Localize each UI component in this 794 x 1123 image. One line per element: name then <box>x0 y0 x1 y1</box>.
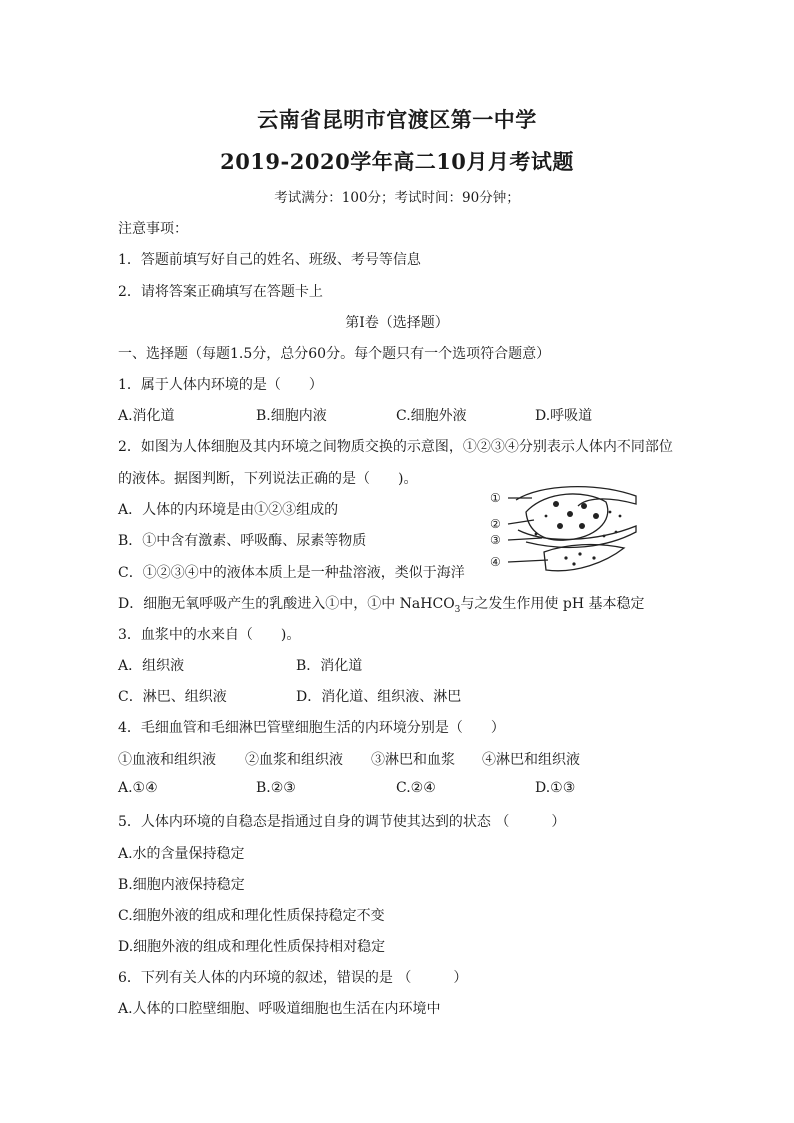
q3-option-a: A．组织液 <box>118 658 185 674</box>
q2-option-a: A．人体的内环境是由①②③组成的 <box>118 502 339 518</box>
exam-title: 2019-2020学年高二10月月考试题 <box>220 149 574 174</box>
diagram-label-3: ③ <box>490 533 501 547</box>
q5-stem: 5．人体内环境的自稳态是指通过自身的调节使其达到的状态 （ ） <box>118 814 566 830</box>
section-instruction: 一、选择题（每题1.5分，总分60分。每个题只有一个选项符合题意） <box>118 346 551 362</box>
q1-option-b: B.细胞内液 <box>256 408 327 424</box>
tissue-fluid-diagram <box>486 482 646 578</box>
q4-item-1: ①血液和组织液 <box>118 752 216 768</box>
q4-item-4: ④淋巴和组织液 <box>482 752 580 768</box>
q4-option-c: C.②④ <box>396 780 436 796</box>
q3-stem: 3．血浆中的水来自（ )。 <box>118 627 301 643</box>
q3-option-c: C．淋巴、组织液 <box>118 689 227 705</box>
q5-option-c: C.细胞外液的组成和理化性质保持稳定不变 <box>118 908 385 924</box>
section-title: 第I卷（选择题） <box>345 315 449 331</box>
q2-option-d-pre: D．细胞无氧呼吸产生的乳酸进入①中，①中 NaHCO <box>118 596 455 612</box>
diagram-label-1: ① <box>490 491 501 505</box>
note-item-1: 1．答题前填写好自己的姓名、班级、考号等信息 <box>118 252 421 268</box>
q4-item-2: ②血浆和组织液 <box>245 752 343 768</box>
q2-option-d-post: 与之发生作用使 pH 基本稳定 <box>460 596 645 612</box>
q6-option-a: A.人体的口腔壁细胞、呼吸道细胞也生活在内环境中 <box>118 1001 441 1017</box>
q4-option-d: D.①③ <box>535 780 576 796</box>
q5-option-b: B.细胞内液保持稳定 <box>118 877 245 893</box>
note-item-2: 2．请将答案正确填写在答题卡上 <box>118 284 323 300</box>
q3-option-b: B．消化道 <box>296 658 363 674</box>
q1-option-c: C.细胞外液 <box>396 408 467 424</box>
q3-option-d: D．消化道、组织液、淋巴 <box>296 689 462 705</box>
school-title: 云南省昆明市官渡区第一中学 <box>257 107 537 132</box>
q2-stem-line1: 2．如图为人体细胞及其内环境之间物质交换的示意图，①②③④分别表示人体内不同部位 <box>118 439 673 455</box>
exam-info: 考试满分：100分；考试时间：90分钟； <box>274 190 520 206</box>
q5-option-a: A.水的含量保持稳定 <box>118 846 245 862</box>
q2-option-d <box>118 593 644 615</box>
q2-stem-line2: 的液体。据图判断，下列说法正确的是（ )。 <box>118 471 418 487</box>
q5-option-d: D.细胞外液的组成和理化性质保持相对稳定 <box>118 939 386 955</box>
q4-stem: 4．毛细血管和毛细淋巴管壁细胞生活的内环境分别是（ ） <box>118 720 505 736</box>
diagram-label-4: ④ <box>490 555 501 569</box>
q2-option-d-sub: 3 <box>454 604 461 615</box>
q4-option-a: A.①④ <box>118 780 158 796</box>
q4-item-3: ③淋巴和血浆 <box>371 752 455 768</box>
q1-option-a: A.消化道 <box>118 408 175 424</box>
q4-option-b: B.②③ <box>256 780 296 796</box>
notes-title: 注意事项： <box>118 221 188 237</box>
q2-option-c: C．①②③④中的液体本质上是一种盐溶液，类似于海洋 <box>118 565 465 581</box>
diagram-label-2: ② <box>490 517 501 531</box>
q1-option-d: D.呼吸道 <box>535 408 593 424</box>
q1-stem: 1．属于人体内环境的是（ ） <box>118 377 323 393</box>
q2-option-b: B．①中含有激素、呼吸酶、尿素等物质 <box>118 533 367 549</box>
q6-stem: 6．下列有关人体的内环境的叙述，错误的是 （ ） <box>118 970 468 986</box>
